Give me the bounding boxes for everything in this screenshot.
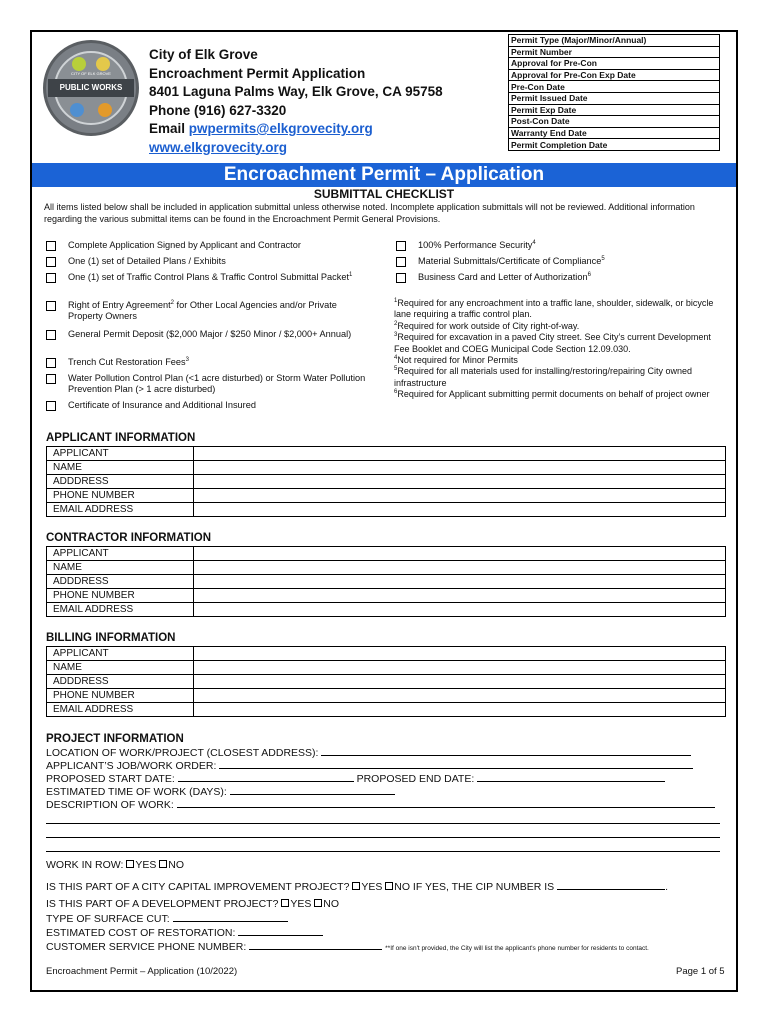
phone-note: **If one isn't provided, the City will list the applicant's phone number for residents to contact. bbox=[385, 945, 649, 952]
checklist-item-text: Material Submittals/Certificate of Compliance bbox=[418, 256, 602, 266]
form-title: Encroachment Permit Application bbox=[149, 65, 366, 81]
office-use-row bbox=[509, 104, 720, 116]
checklist-item-text: Trench Cut Restoration Fees bbox=[68, 357, 186, 367]
checklist-item-label bbox=[68, 300, 366, 322]
footnote bbox=[394, 321, 724, 332]
checklist-item-text: Right of Entry Agreement bbox=[68, 300, 171, 310]
dates-row bbox=[46, 772, 665, 786]
info-input[interactable] bbox=[194, 503, 726, 517]
end-date-field[interactable] bbox=[477, 772, 665, 782]
footnote bbox=[394, 355, 724, 366]
info-label: NAME bbox=[47, 561, 194, 575]
checklist-item bbox=[46, 400, 366, 411]
sun-icon bbox=[96, 57, 110, 71]
row-no-label: NO bbox=[168, 859, 184, 871]
info-row bbox=[47, 661, 726, 675]
info-input[interactable] bbox=[194, 703, 726, 717]
checklist-checkbox[interactable] bbox=[46, 241, 56, 251]
office-use-row bbox=[509, 46, 720, 58]
location-row bbox=[46, 746, 691, 760]
section-title: BILLING INFORMATION bbox=[46, 632, 176, 644]
cip-row: IS THIS PART OF A CITY CAPITAL IMPROVEMENT PROJECT? YES NO IF YES, THE CIP NUMBER IS . bbox=[46, 881, 668, 893]
checklist-item-text: Water Pollution Control Plan (<1 acre disturbed) or Storm Water Pollution Prevention Plan (> 1 acre disturbed) bbox=[68, 373, 366, 394]
info-label: APPLICANT bbox=[47, 647, 194, 661]
leaf-icon bbox=[72, 57, 86, 71]
footnote-marker: 2 bbox=[170, 300, 174, 306]
job-order-field[interactable] bbox=[219, 759, 693, 769]
info-input[interactable] bbox=[194, 675, 726, 689]
info-input[interactable] bbox=[194, 689, 726, 703]
info-row bbox=[47, 603, 726, 617]
description-field[interactable] bbox=[177, 798, 715, 808]
development-row bbox=[46, 898, 339, 911]
info-row bbox=[47, 675, 726, 689]
project-info-title: PROJECT INFORMATION bbox=[46, 733, 184, 745]
office-use-field[interactable]: Permit Exp Date bbox=[509, 104, 720, 116]
info-input[interactable] bbox=[194, 475, 726, 489]
dev-no-checkbox[interactable] bbox=[314, 899, 322, 907]
checklist-item bbox=[46, 240, 366, 251]
checklist-item bbox=[46, 272, 366, 283]
checklist-item bbox=[46, 357, 366, 368]
cip-label: IS THIS PART OF A CITY CAPITAL IMPROVEMENT PROJECT? bbox=[46, 881, 353, 893]
agency-address: 8401 Laguna Palms Way, Elk Grove, CA 95758 bbox=[149, 84, 443, 99]
office-use-field[interactable]: Permit Number bbox=[509, 46, 720, 58]
checklist-item bbox=[396, 240, 716, 251]
office-use-row bbox=[509, 92, 720, 104]
checklist-checkbox[interactable] bbox=[46, 401, 56, 411]
location-field[interactable] bbox=[321, 746, 691, 756]
work-in-row-row bbox=[46, 859, 184, 872]
footnote-text: Not required for Minor Permits bbox=[397, 355, 518, 366]
footnote-number: 2 bbox=[394, 320, 398, 327]
info-table bbox=[46, 546, 726, 617]
page-banner: Encroachment Permit – Application bbox=[32, 163, 736, 187]
office-use-table bbox=[508, 34, 720, 151]
checklist-item bbox=[396, 256, 716, 267]
logo-band-text: PUBLIC WORKS bbox=[48, 79, 134, 97]
office-use-field[interactable]: Permit Type (Major/Minor/Annual) bbox=[509, 35, 720, 47]
checklist-checkbox[interactable] bbox=[396, 241, 406, 251]
cip-number-field[interactable] bbox=[557, 880, 665, 890]
service-phone-field[interactable] bbox=[249, 940, 382, 950]
footnote-marker: 5 bbox=[601, 256, 605, 262]
checklist-checkbox[interactable] bbox=[46, 273, 56, 283]
dev-no-label: NO bbox=[323, 898, 340, 910]
checklist-item-text: One (1) set of Detailed Plans / Exhibits bbox=[68, 256, 226, 266]
info-input[interactable] bbox=[194, 489, 726, 503]
checklist-item-text: One (1) set of Traffic Control Plans & Traffic Control Submittal Packet bbox=[68, 272, 350, 282]
checklist-item-text: Certificate of Insurance and Additional Insured bbox=[68, 400, 256, 410]
row-yes-label: YES bbox=[135, 859, 157, 871]
work-in-row-label: WORK IN ROW: bbox=[46, 859, 127, 871]
footnote bbox=[394, 332, 724, 355]
info-table bbox=[46, 646, 726, 717]
info-row bbox=[47, 547, 726, 561]
start-date-label: PROPOSED START DATE: bbox=[46, 773, 175, 785]
checklist-footnotes bbox=[394, 298, 724, 401]
info-row bbox=[47, 475, 726, 489]
info-row bbox=[47, 461, 726, 475]
website-link[interactable]: www.elkgrovecity.org bbox=[149, 139, 288, 155]
info-row bbox=[47, 575, 726, 589]
service-phone-label: CUSTOMER SERVICE PHONE NUMBER: bbox=[46, 941, 247, 953]
row-no-checkbox[interactable] bbox=[159, 860, 167, 868]
footnote bbox=[394, 389, 724, 400]
surface-label: TYPE OF SURFACE CUT: bbox=[46, 913, 170, 925]
checklist-checkbox[interactable] bbox=[46, 330, 56, 340]
section-title: CONTRACTOR INFORMATION bbox=[46, 532, 212, 544]
city-name: City of Elk Grove bbox=[149, 47, 258, 62]
checklist-item-label bbox=[68, 329, 351, 340]
checklist-checkbox[interactable] bbox=[46, 374, 56, 384]
checklist-checkbox[interactable] bbox=[396, 257, 406, 267]
surface-row bbox=[46, 912, 288, 926]
office-use-row bbox=[509, 35, 720, 47]
info-table bbox=[46, 446, 726, 517]
job-order-label: APPLICANT’S JOB/WORK ORDER: bbox=[46, 760, 217, 772]
checklist-item bbox=[46, 373, 366, 395]
location-label: LOCATION OF WORK/PROJECT (CLOSEST ADDRESS): bbox=[46, 747, 319, 759]
office-use-field[interactable]: Approval for Pre-Con Exp Date bbox=[509, 69, 720, 81]
info-input[interactable] bbox=[194, 589, 726, 603]
checklist-item-text: Complete Application Signed by Applicant and Contractor bbox=[68, 240, 301, 250]
agency-email-row bbox=[149, 120, 469, 139]
job-order-row bbox=[46, 759, 693, 773]
info-row bbox=[47, 589, 726, 603]
footnote-marker: 1 bbox=[349, 272, 353, 278]
cip-yes-label: YES bbox=[361, 881, 383, 893]
footnote-number: 5 bbox=[394, 366, 398, 373]
dev-yes-label: YES bbox=[290, 898, 312, 910]
description-label: DESCRIPTION OF WORK: bbox=[46, 799, 174, 811]
footnote bbox=[394, 366, 724, 389]
info-row bbox=[47, 503, 726, 517]
checklist-title: SUBMITTAL CHECKLIST bbox=[313, 187, 455, 201]
info-label: APPLICANT bbox=[47, 447, 194, 461]
cip-no-checkbox[interactable] bbox=[385, 882, 393, 890]
checklist-item-label bbox=[68, 357, 189, 368]
time-row bbox=[46, 785, 395, 799]
footnote-number: 4 bbox=[394, 355, 398, 362]
info-label: ADDDRESS bbox=[47, 575, 194, 589]
cip-yes-checkbox[interactable] bbox=[352, 882, 360, 890]
cost-field[interactable] bbox=[238, 926, 323, 936]
office-use-row bbox=[509, 58, 720, 70]
info-input[interactable] bbox=[194, 547, 726, 561]
checklist-item-label bbox=[68, 400, 256, 411]
checklist-intro: All items listed below shall be included in application submittal unless otherwise noted. Incomplete application submittals will not be reviewed. Additional information regarding the various submittal items can be found in the Encroachment Permit General Provisions. bbox=[44, 202, 695, 224]
info-row bbox=[47, 647, 726, 661]
checklist-item-label bbox=[68, 240, 301, 251]
row-yes-checkbox[interactable] bbox=[126, 860, 134, 868]
info-label: NAME bbox=[47, 461, 194, 475]
start-date-field[interactable] bbox=[178, 772, 354, 782]
office-use-row bbox=[509, 81, 720, 93]
section-title: APPLICANT INFORMATION bbox=[46, 432, 196, 444]
checklist-checkbox[interactable] bbox=[396, 273, 406, 283]
office-use-field[interactable]: Approval for Pre-Con bbox=[509, 58, 720, 70]
checklist-item bbox=[46, 300, 366, 322]
info-label: PHONE NUMBER bbox=[47, 489, 194, 503]
checklist-item-label bbox=[68, 272, 352, 283]
checklist-item-label bbox=[68, 256, 226, 267]
dev-yes-checkbox[interactable] bbox=[281, 899, 289, 907]
footnote-text: Required for work outside of City right-of-way. bbox=[397, 320, 580, 331]
checklist-checkbox[interactable] bbox=[46, 301, 56, 311]
footnote-marker: 3 bbox=[185, 357, 189, 363]
info-input[interactable] bbox=[194, 461, 726, 475]
checklist-item-label bbox=[68, 373, 366, 395]
checklist-item-label bbox=[418, 240, 536, 251]
checklist-item-label bbox=[418, 272, 591, 283]
office-use-field[interactable]: Permit Issued Date bbox=[509, 92, 720, 104]
info-input[interactable] bbox=[194, 661, 726, 675]
gear-icon bbox=[98, 103, 112, 117]
info-row bbox=[47, 561, 726, 575]
footnote-text: Required for Applicant submitting permit documents on behalf of project owner bbox=[397, 389, 710, 400]
info-input[interactable] bbox=[194, 561, 726, 575]
description-line-4[interactable] bbox=[46, 851, 720, 852]
footnote-number: 1 bbox=[394, 298, 398, 304]
info-label: NAME bbox=[47, 661, 194, 675]
public-works-logo bbox=[43, 40, 139, 136]
checklist-item-text: 100% Performance Security bbox=[418, 240, 533, 250]
office-use-row bbox=[509, 116, 720, 128]
checklist-item bbox=[46, 329, 366, 340]
info-row bbox=[47, 489, 726, 503]
footnote-number: 6 bbox=[394, 389, 398, 396]
end-date-label: PROPOSED END DATE: bbox=[356, 773, 475, 785]
checklist-item-text-cont: for Other Local Agencies and/or Private Property Owners bbox=[68, 300, 337, 321]
description-line-3[interactable] bbox=[46, 837, 720, 838]
agency-phone: Phone (916) 627-3320 bbox=[149, 102, 287, 118]
cip-number-label: IF YES, THE CIP NUMBER IS bbox=[410, 881, 555, 893]
phone-row bbox=[46, 940, 649, 955]
footnote-text: Required for all materials used for installing/restoring/repairing City owned infrastructure bbox=[394, 366, 692, 388]
office-use-field[interactable]: Permit Completion Date bbox=[509, 139, 720, 151]
info-input[interactable] bbox=[194, 603, 726, 617]
time-field[interactable] bbox=[230, 785, 395, 795]
office-use-row bbox=[509, 69, 720, 81]
description-line-2[interactable] bbox=[46, 823, 720, 824]
footnote-marker: 6 bbox=[587, 272, 591, 278]
checklist-item bbox=[396, 272, 716, 283]
info-row bbox=[47, 447, 726, 461]
footnote-marker: 4 bbox=[532, 240, 536, 246]
development-label: IS THIS PART OF A DEVELOPMENT PROJECT? bbox=[46, 898, 282, 910]
checklist-checkbox[interactable] bbox=[46, 358, 56, 368]
checklist-item-text: Business Card and Letter of Authorization bbox=[418, 272, 588, 282]
footnote-text: Required for excavation in a paved City street. See City’s current Development Fee Booklet and COEG Municipal Code Section 12.09.030. bbox=[394, 332, 711, 354]
info-input[interactable] bbox=[194, 447, 726, 461]
office-use-field[interactable]: Pre-Con Date bbox=[509, 81, 720, 93]
info-label: EMAIL ADDRESS bbox=[47, 503, 194, 517]
footnote-text: Required for any encroachment into a traffic lane, shoulder, sidewalk, or bicycle lane requiring a traffic control plan. bbox=[394, 298, 714, 320]
cost-row bbox=[46, 926, 323, 940]
office-use-field[interactable]: Warranty End Date bbox=[509, 127, 720, 139]
info-label: ADDDRESS bbox=[47, 675, 194, 689]
agency-header bbox=[149, 46, 469, 157]
checklist-item-text: General Permit Deposit ($2,000 Major / $250 Minor / $2,000+ Annual) bbox=[68, 329, 352, 339]
office-use-field[interactable]: Post-Con Date bbox=[509, 116, 720, 128]
logo-city-text: CITY OF ELK GROVE bbox=[71, 71, 111, 76]
footnote-number: 3 bbox=[394, 332, 398, 339]
footnote bbox=[394, 298, 724, 321]
checklist-item-label bbox=[418, 256, 605, 267]
info-label: ADDDRESS bbox=[47, 475, 194, 489]
footer-page-number: Page 1 of 5 bbox=[676, 966, 725, 977]
checklist-checkbox[interactable] bbox=[46, 257, 56, 267]
checklist-item bbox=[46, 256, 366, 267]
info-label: EMAIL ADDRESS bbox=[47, 603, 194, 617]
email-link[interactable]: pwpermits@elkgrovecity.org bbox=[188, 121, 373, 136]
email-label: Email bbox=[149, 121, 189, 136]
description-row bbox=[46, 798, 715, 812]
time-label: ESTIMATED TIME OF WORK (DAYS): bbox=[46, 786, 227, 798]
cost-label: ESTIMATED COST OF RESTORATION: bbox=[46, 927, 236, 939]
water-icon bbox=[70, 103, 84, 117]
info-row bbox=[47, 703, 726, 717]
office-use-row bbox=[509, 127, 720, 139]
info-input[interactable] bbox=[194, 647, 726, 661]
info-input[interactable] bbox=[194, 575, 726, 589]
info-label: APPLICANT bbox=[47, 547, 194, 561]
cip-no-label: NO bbox=[394, 881, 411, 893]
info-label: PHONE NUMBER bbox=[47, 589, 194, 603]
info-label: EMAIL ADDRESS bbox=[47, 703, 194, 717]
info-label: PHONE NUMBER bbox=[47, 689, 194, 703]
surface-field[interactable] bbox=[173, 912, 288, 922]
office-use-row bbox=[509, 139, 720, 151]
footer-form-id: Encroachment Permit – Application (10/2022) bbox=[46, 966, 238, 977]
info-row bbox=[47, 689, 726, 703]
